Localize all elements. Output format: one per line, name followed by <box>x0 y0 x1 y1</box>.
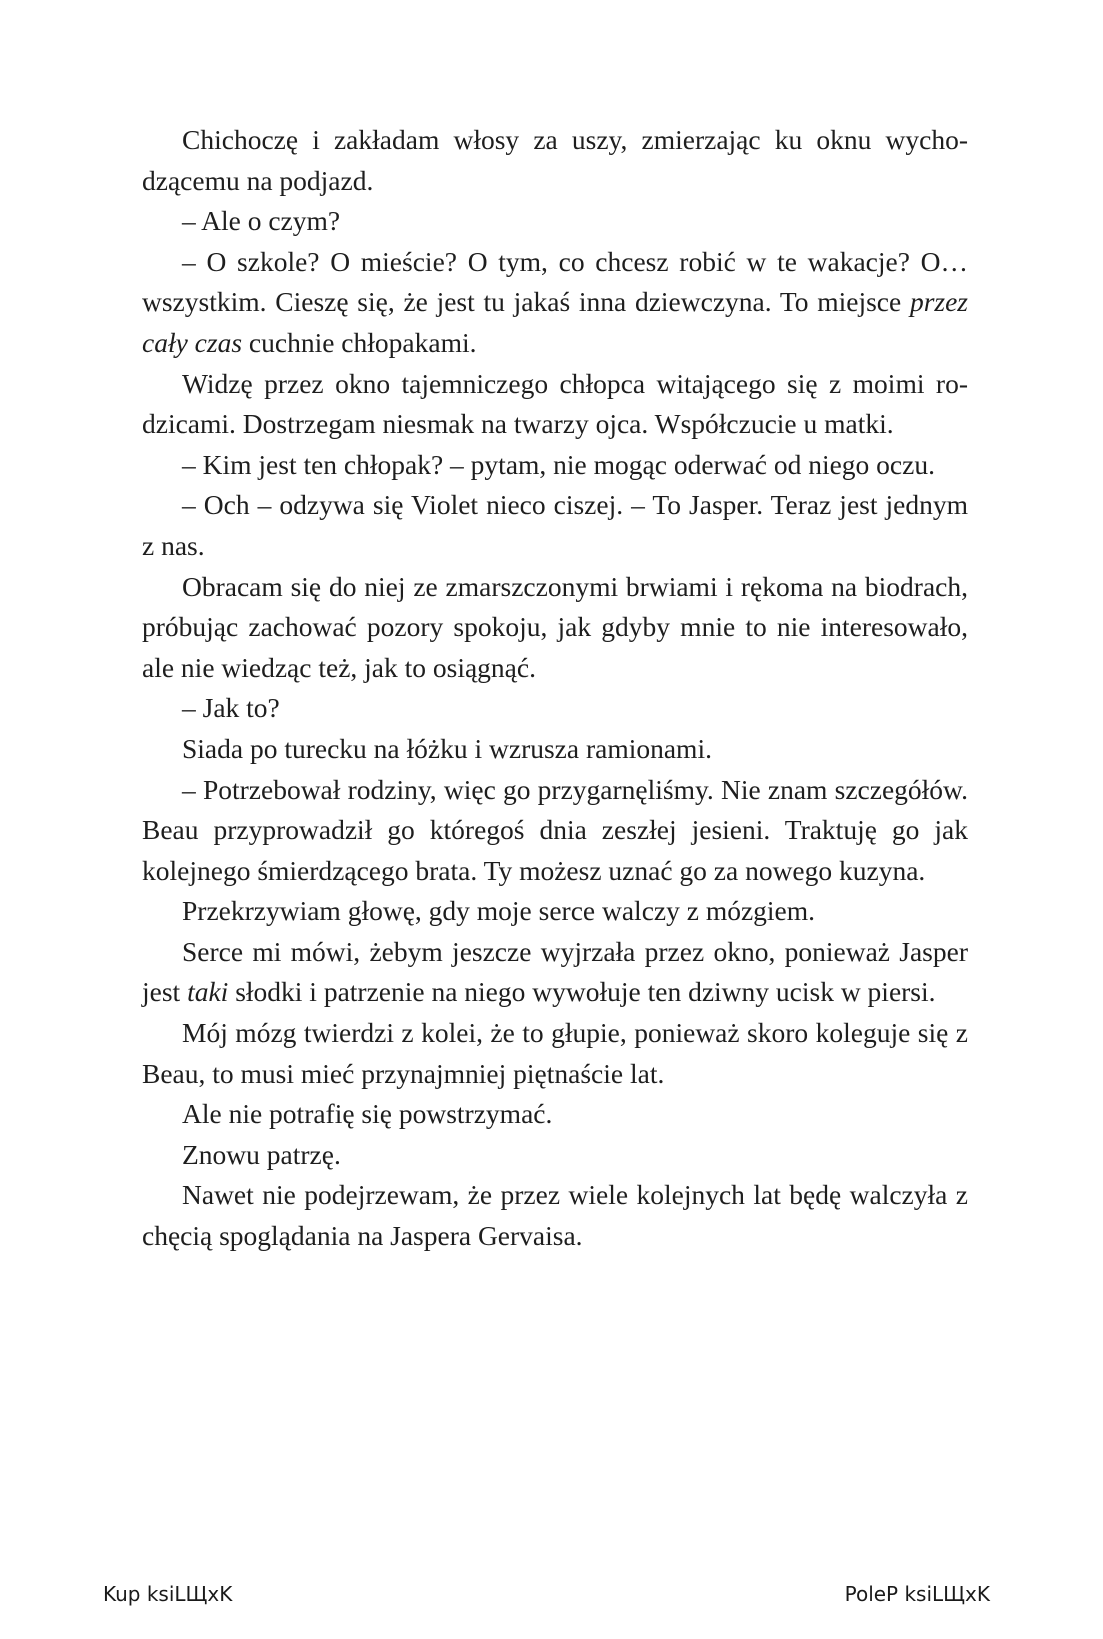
text-segment: Widzę przez okno tajemniczego chłopca witającego się z moimi rodzicami. Dostrzegam niesmak na twarzy ojca. Współczucie u matki. <box>142 367 968 440</box>
text-segment: Znowu patrzę. <box>182 1138 341 1170</box>
paragraph <box>142 445 968 486</box>
italic-text: taki <box>187 976 229 1008</box>
buy-book-link[interactable]: Kup ksiLЩxK <box>103 1582 233 1606</box>
paragraph <box>142 242 968 364</box>
text-segment: – Potrzebował rodziny, więc go przygarnęliśmy. Nie znam szczegółów. Beau przyprowadził go któregoś dnia zeszłej jesieni. Traktuję go jak kolejnego śmierdzącego brata. Ty możesz uznać go za nowego kuzyna. <box>142 773 968 886</box>
text-segment: Nawet nie podejrzewam, że przez wiele kolejnych lat będę walczyła z chęcią spoglądania na Jaspera Gervaisa. <box>142 1179 968 1252</box>
paragraph <box>142 120 968 201</box>
text-segment: Przekrzywiam głowę, gdy moje serce walczy z mózgiem. <box>182 895 816 927</box>
paragraph <box>142 364 968 445</box>
paragraph <box>142 485 968 566</box>
text-segment: – Kim jest ten chłopak? – pytam, nie mogąc oderwać od niego oczu. <box>182 448 935 480</box>
text-segment: Obracam się do niej ze zmarszczonymi brwiami i rękoma na biodrach, próbując zachować pozory spokoju, jak gdyby mnie to nie interesowało, ale nie wiedząc też, jak to osiągnąć. <box>142 570 968 683</box>
paragraph <box>142 201 968 242</box>
paragraph <box>142 1013 968 1094</box>
paragraph <box>142 891 968 932</box>
text-segment: cuchnie chłopakami. <box>242 326 477 358</box>
paragraph <box>142 688 968 729</box>
text-segment: słodki i patrzenie na niego wywołuje ten dziwny ucisk w piersi. <box>228 976 936 1008</box>
page-body-text <box>142 120 968 1257</box>
text-segment: Serce mi mówi, żebym jeszcze wyjrzała przez okno, ponieważ Jasper jest <box>142 935 968 1008</box>
text-segment: – Ale o czym? <box>182 205 341 237</box>
text-segment: – Jak to? <box>182 692 280 724</box>
paragraph <box>142 1135 968 1176</box>
paragraph <box>142 1094 968 1135</box>
paragraph <box>142 1175 968 1256</box>
recommend-book-link[interactable]: PoleP ksiLЩxK <box>844 1582 990 1606</box>
text-segment: Mój mózg twierdzi z kolei, że to głupie, ponieważ skoro koleguje się z Beau, to musi mieć przynajmniej piętnaście lat. <box>142 1017 968 1089</box>
paragraph <box>142 770 968 892</box>
text-segment: – Och – odzywa się Violet nieco ciszej. – To Jasper. Teraz jest jednym z nas. <box>142 489 968 561</box>
text-segment: Siada po turecku na łóżku i wzrusza ramionami. <box>182 732 712 764</box>
paragraph <box>142 567 968 689</box>
italic-text: przez cały czas <box>142 286 968 358</box>
text-segment: Ale nie potrafię się powstrzymać. <box>182 1098 553 1130</box>
text-segment: – O szkole? O mieście? O tym, co chcesz robić w te wakacje? O… wszystkim. Cieszę się, że jest tu jakaś inna dziewczyna. To miejsce <box>142 245 968 318</box>
paragraph <box>142 932 968 1013</box>
paragraph <box>142 729 968 770</box>
text-segment: Chichoczę i zakładam włosy za uszy, zmierzając ku oknu wychodzącemu na podjazd. <box>142 124 968 196</box>
